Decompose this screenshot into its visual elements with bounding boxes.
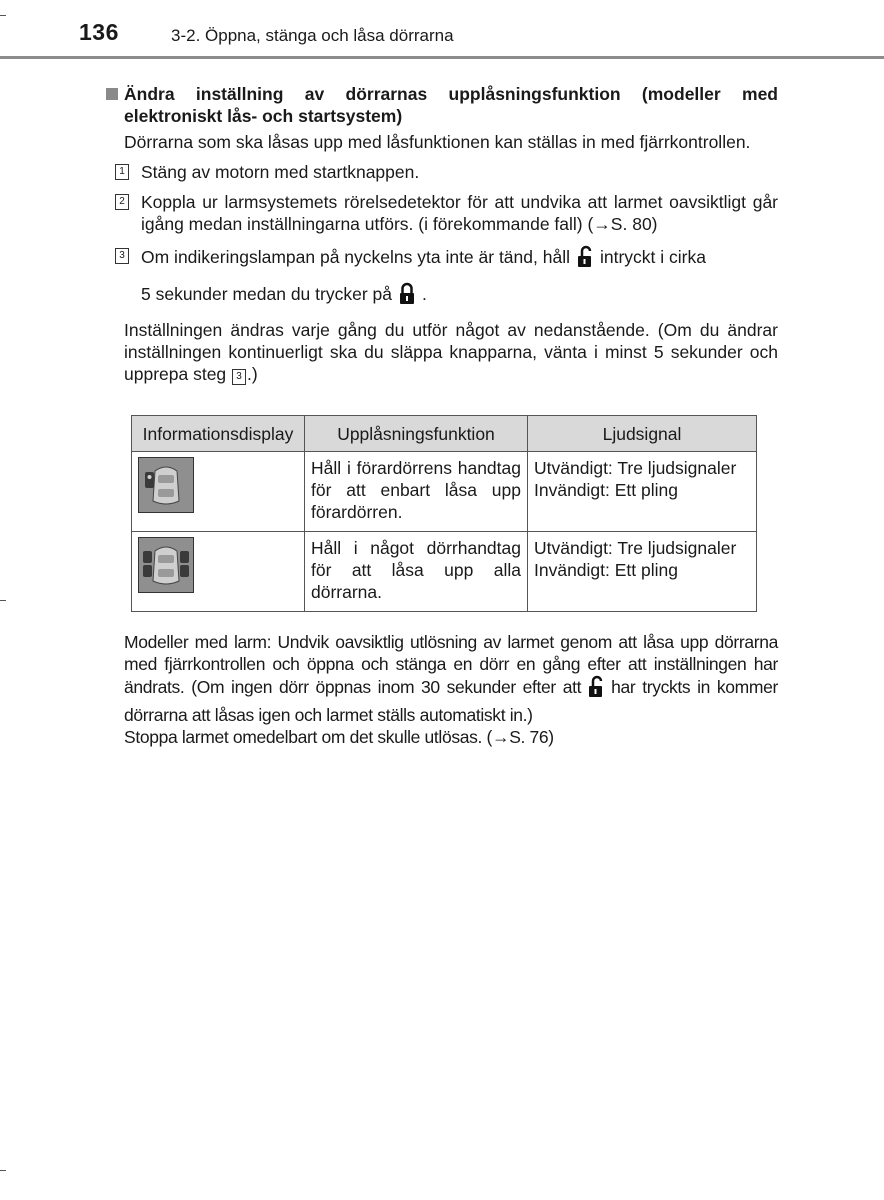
page-number: 136 <box>79 19 119 45</box>
signal-outside: Utvändigt: Tre ljudsignaler <box>534 538 737 558</box>
heading-square-icon <box>106 88 118 100</box>
alarm-note-text: har tryckts in kommer dörrarna att låsas igen och larmet ställs automatiskt in.) <box>124 677 778 725</box>
alarm-note-text: Modeller med larm: Undvik oavsiktlig utlösning av larmet genom att låsa upp dörrarna med fjärrkontrollen och öppna och stänga en dörr en gång efter att inställningen har ändrats. (Om ingen dörr öppnas inom 30 sekunder efter att <box>124 632 778 697</box>
function-cell: Håll i något dörrhandtag för att låsa upp alla dörrarna. <box>305 532 528 612</box>
step-text: Om indikeringslampan på nyckelns yta inte är tänd, håll <box>141 247 570 267</box>
signal-inside: Invändigt: Ett pling <box>534 560 678 580</box>
page-header <box>0 0 884 60</box>
column-header: Ljudsignal <box>528 416 757 452</box>
section-title: 3-2. Öppna, stänga och låsa dörrarna <box>171 26 454 45</box>
step-2 <box>106 191 778 235</box>
unlock-settings-table <box>131 415 757 612</box>
table-row <box>132 452 757 532</box>
intro-paragraph: Dörrarna som ska låsas upp med låsfunktionen kan ställas in med fjärrkontrollen. <box>124 132 751 152</box>
table-header-row <box>132 416 757 452</box>
display-cell <box>132 452 305 532</box>
driver-door-unlock-icon <box>138 457 194 513</box>
unlock-button-icon <box>577 245 593 274</box>
step-reference: 3 <box>232 369 246 385</box>
crop-mark <box>0 1170 6 1171</box>
function-cell: Håll i förardörrens handtag för att enbart låsa upp förardörren. <box>305 452 528 532</box>
repeat-note-text: Inställningen ändras varje gång du utför något av nedanstående. (Om du ändrar inställningen kontinuerligt ska du släppa knapparna, vänta i minst 5 sekunder och upprepa steg <box>124 320 778 384</box>
signal-cell <box>528 452 757 532</box>
signal-cell <box>528 532 757 612</box>
crop-mark <box>0 600 6 601</box>
header-divider <box>0 56 884 59</box>
step-text-line2 <box>141 282 778 311</box>
table-row <box>132 532 757 612</box>
step-text: . <box>421 284 427 304</box>
step-text: Koppla ur larmsystemets rörelsedetektor för att undvika att larmet oavsiktligt går igång medan inställningarna utförs. (i förekommande fall) (→S. 80) <box>141 192 778 234</box>
crop-mark <box>0 15 6 16</box>
step-text: Stäng av motorn med startknappen. <box>141 162 420 182</box>
column-header: Upplåsningsfunktion <box>305 416 528 452</box>
step-number: 1 <box>115 164 129 180</box>
step-text: intryckt i cirka <box>599 247 706 267</box>
lock-button-icon <box>399 282 415 311</box>
signal-outside: Utvändigt: Tre ljudsignaler <box>534 458 737 478</box>
main-content <box>106 83 778 385</box>
signal-inside: Invändigt: Ett pling <box>534 480 678 500</box>
repeat-note-end: .) <box>247 364 258 384</box>
step-1 <box>106 161 778 183</box>
step-text: 5 sekunder medan du trycker på <box>141 284 392 304</box>
alarm-note <box>124 631 778 748</box>
step-number: 3 <box>115 248 129 264</box>
step-number: 2 <box>115 194 129 210</box>
display-cell <box>132 532 305 612</box>
subsection-heading <box>106 83 778 127</box>
unlock-button-icon <box>588 675 604 704</box>
heading-text: Ändra inställning av dörrarnas upplåsningsfunktion (modeller med elektroniskt lås- och startsystem) <box>124 84 778 126</box>
column-header: Informationsdisplay <box>132 416 305 452</box>
alarm-note-stop: Stoppa larmet omedelbart om det skulle utlösas. (→S. 76) <box>124 727 554 747</box>
step-3 <box>106 245 778 311</box>
all-doors-unlock-icon <box>138 537 194 593</box>
repeat-note <box>106 319 778 385</box>
